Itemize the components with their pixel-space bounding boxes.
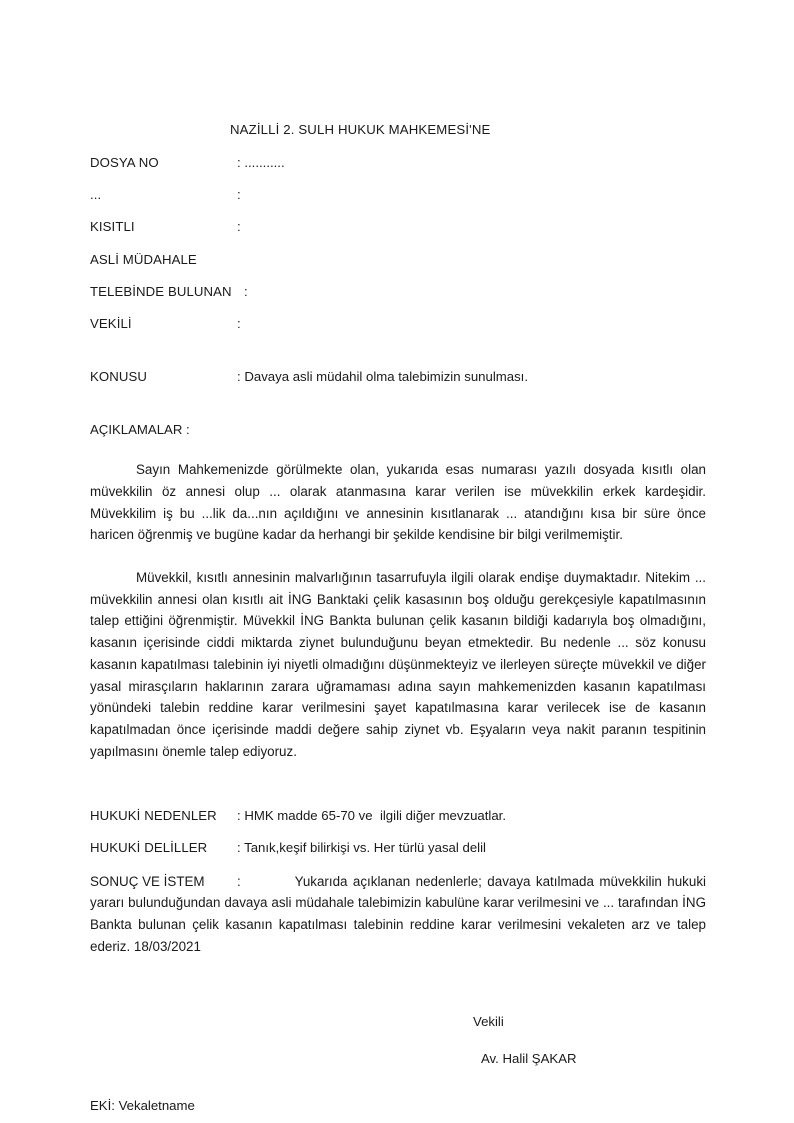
field-row-hukuki-nedenler <box>90 808 706 823</box>
field-row-konusu <box>90 369 706 384</box>
field-label: ... <box>90 187 102 203</box>
explanation-paragraph-1: Sayın Mahkemenizde görülmekte olan, yukarıda esas numarası yazılı dosyada kısıtlı olan müvekkilin öz annesi olup ... olarak atanmasına karar verilen ise müvekkilin erkek kardeşidir. Müvekkilim iş bu ...lik da...nın açıldığını ve annesinin kısıtlanarak ... atandığını kısa bir süre önce haricen öğrenmiş ve bugüne kadar da herhangi bir şekilde kendisine bir bilgi verilmemiştir. <box>90 462 706 543</box>
attachment-note: EKİ: Vekaletname <box>90 1097 195 1113</box>
conclusion-label: SONUÇ VE İSTEM <box>90 873 205 889</box>
conclusion-paragraph <box>90 871 706 958</box>
field-label: HUKUKİ DELİLLER <box>90 839 208 855</box>
field-row-hukuki-deliller <box>90 840 706 855</box>
field-row-asli-mudahale <box>90 252 706 267</box>
signature-name: Av. Halil ŞAKAR <box>481 1050 577 1066</box>
conclusion-text: Yukarıda açıklanan nedenlerle; davaya katılmada müvekkilin hukuki yararı bulunduğundan davaya asli müdahale talebimizin kabulüne karar verilmesini ve ... tarafından İNG Bankta bulunan çelik kasanın kapatılması talebinin reddine karar verilmesini vekaleten arz ve talep ederiz. 18/03/2021 <box>90 873 706 954</box>
explanation-paragraph-2: Müvekkil, kısıtlı annesinin malvarlığının tasarrufuyla ilgili olarak endişe duymaktadır. Nitekim ... müvekkilin annesi olan kısıtlı ait İNG Banktaki çelik kasasının boş olduğu gerekçesiyle kapatılmasının talep ettiğini öğrenmiştir. Müvekkil İNG Bankta bulunan çelik kasanın bildiği kadarıyla boş olmadığını, kasanın içerisinde ciddi miktarda ziynet bulunduğunu beyan etmektedir. Bu nedenle ... söz konusu kasanın kapatılması talebinin iyi niyetli olmadığını düşünmekteyiz ve ilerleyen süreçte müvekkil ve diğer yasal mirasçıların haklarının zarara uğramaması adına sayın mahkemenizden kasanın kapatılması yönündeki talebin reddine karar verilmesini şayet kapatılmasına karar verilecek ise de kasanın kapatılmadan önce içerisinde maddi değere sahip ziynet vb. Eşyaların veya nakit paranın tespitinin yapılmasını önemle talep ediyoruz. <box>90 570 706 759</box>
field-row-telebinde-bulunan <box>90 284 706 299</box>
signature-block <box>90 1014 706 1066</box>
field-row-vekili <box>90 316 706 331</box>
field-value: Davaya asli müdahil olma talebimizin sunulması. <box>240 369 528 385</box>
court-heading: NAZİLLİ 2. SULH HUKUK MAHKEMESİ'NE <box>230 122 491 137</box>
field-label: KISITLI <box>90 219 135 235</box>
field-label: HUKUKİ NEDENLER <box>90 808 217 824</box>
party-fields <box>90 155 706 331</box>
field-separator: : <box>244 283 248 299</box>
field-value: HMK madde 65-70 ve ilgili diğer mevzuatlar. <box>240 808 507 824</box>
document-content <box>90 0 706 1113</box>
field-row-ellipsis <box>90 187 706 202</box>
explanations-heading: AÇIKLAMALAR : <box>90 422 190 438</box>
signature-role: Vekili <box>473 1013 504 1029</box>
field-separator: : <box>237 369 241 385</box>
field-label: ASLİ MÜDAHALE <box>90 251 197 267</box>
field-label: KONUSU <box>90 369 148 385</box>
field-label: VEKİLİ <box>90 315 132 331</box>
conclusion-lead-space <box>241 874 295 889</box>
conclusion-separator: : <box>237 873 241 889</box>
legal-block <box>90 808 706 957</box>
field-separator: : <box>237 315 241 331</box>
field-label: DOSYA NO <box>90 155 159 170</box>
field-label: TELEBİNDE BULUNAN <box>90 283 232 299</box>
field-separator: : <box>237 155 241 170</box>
field-row-kisitli <box>90 219 706 234</box>
subject-block <box>90 369 706 384</box>
field-separator: : <box>237 808 241 824</box>
field-value: Tanık,keşif bilirkişi vs. Her türlü yasal delil <box>240 839 486 855</box>
field-separator: : <box>237 187 241 203</box>
field-row-dosya-no <box>90 155 706 170</box>
field-value: ........... <box>240 155 285 170</box>
field-separator: : <box>237 839 241 855</box>
field-separator: : <box>237 219 241 235</box>
